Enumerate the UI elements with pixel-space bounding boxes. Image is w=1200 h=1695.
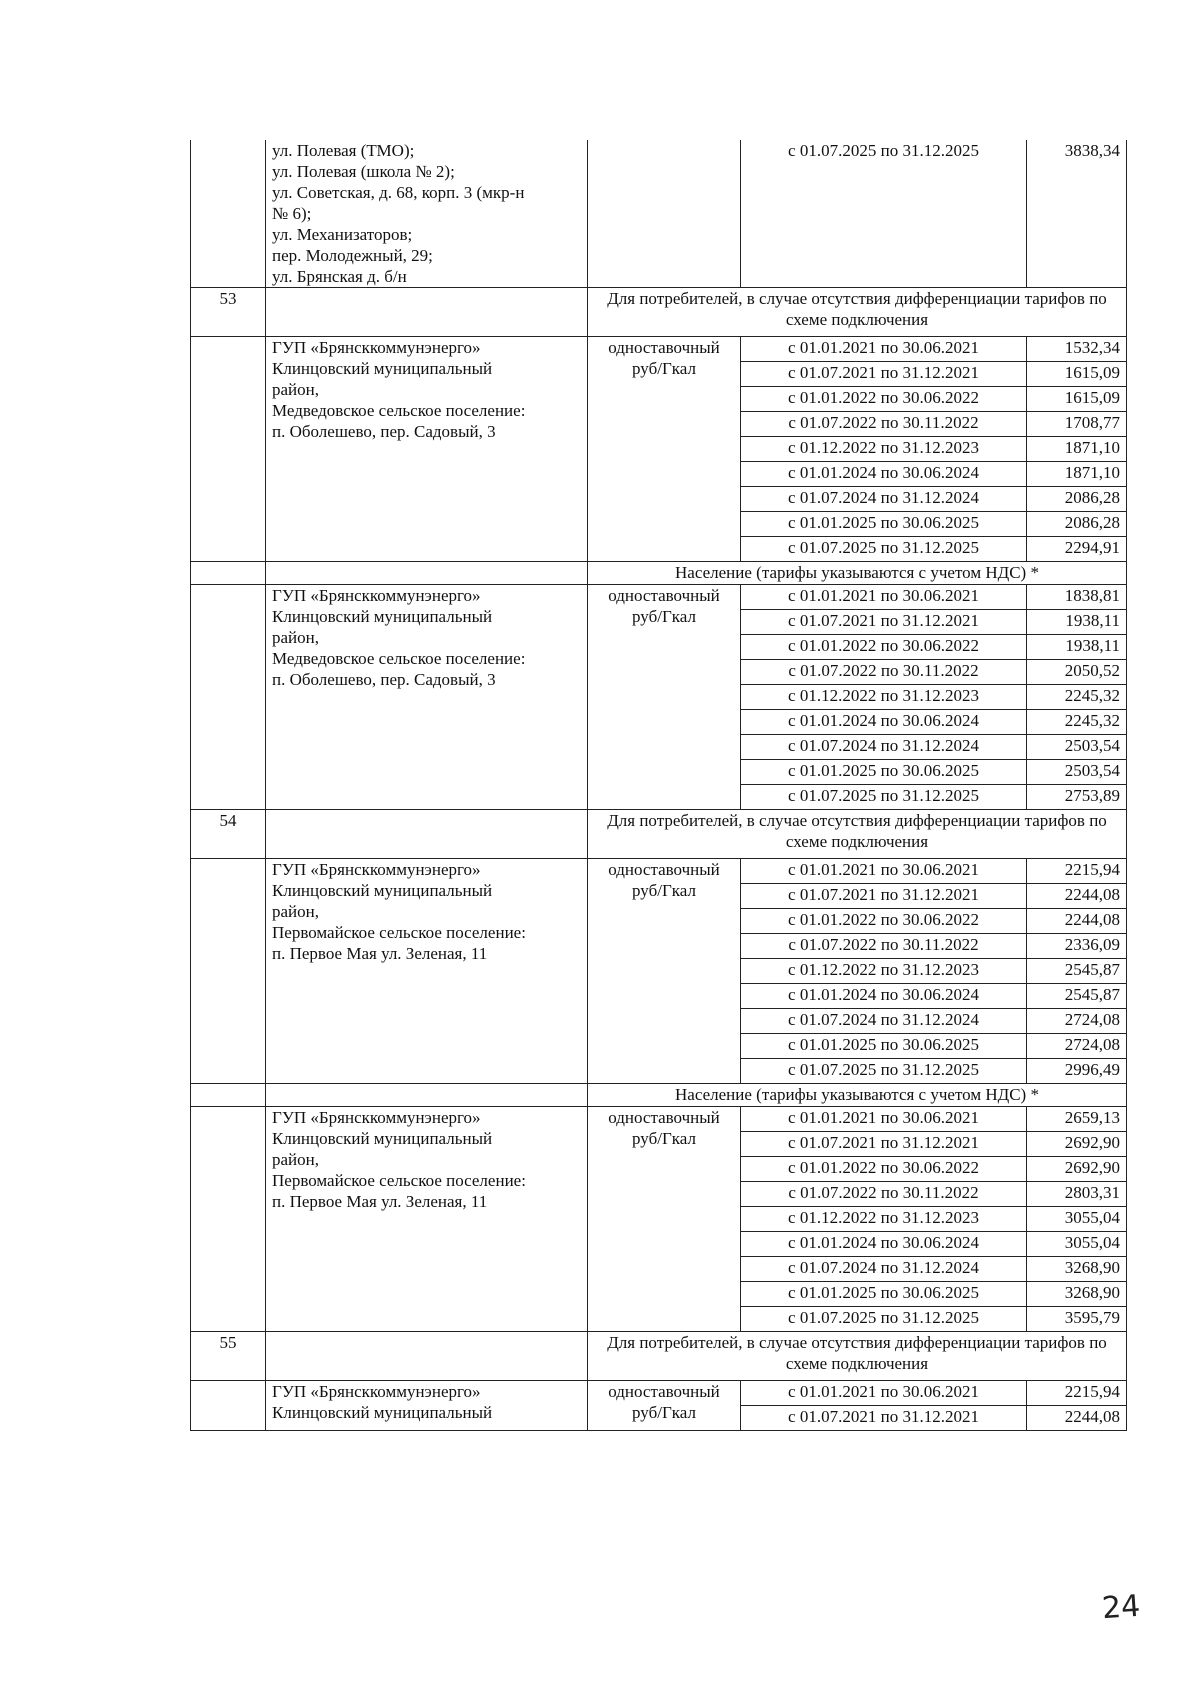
period-cell: с 01.07.2024 по 31.12.2024 [741,487,1027,512]
period-cell: с 01.07.2021 по 31.12.2021 [741,1132,1027,1157]
continuation-row [191,140,1127,288]
tariff-value-cell: 1838,81 [1027,585,1127,610]
organization-line: п. Оболешево, пер. Садовый, 3 [272,422,496,441]
organization-cell [266,1381,588,1431]
tariff-value-cell: 3268,90 [1027,1257,1127,1282]
row-number-cell [191,1084,266,1107]
period-cell: с 01.12.2022 по 31.12.2023 [741,437,1027,462]
section-header-row [191,562,1127,585]
organization-line: район, [272,1150,319,1169]
tariff-value-cell: 2503,54 [1027,735,1127,760]
period-cell: с 01.07.2024 по 31.12.2024 [741,1257,1027,1282]
organization-line: ГУП «Брянсккоммунэнерго» [272,338,481,357]
organization-cell [266,337,588,562]
period-cell: с 01.12.2022 по 31.12.2023 [741,959,1027,984]
consumer-group-header: Для потребителей, в случае отсутствия дифференциации тарифов по схеме подключения [588,1332,1127,1381]
period-cell: с 01.07.2024 по 31.12.2024 [741,735,1027,760]
tariff-value-cell: 2086,28 [1027,512,1127,537]
organization-line: п. Первое Мая ул. Зеленая, 11 [272,1192,488,1211]
organization-cell [266,585,588,810]
period-cell: с 01.07.2024 по 31.12.2024 [741,1009,1027,1034]
tariff-value-cell: 2753,89 [1027,785,1127,810]
tariff-value-cell: 2244,08 [1027,909,1127,934]
rate-type: одноставочный [608,1108,720,1127]
organization-line: Клинцовский муниципальный [272,1403,493,1422]
tariff-value-cell: 1532,34 [1027,337,1127,362]
period-cell: с 01.07.2022 по 30.11.2022 [741,412,1027,437]
tariff-value-cell: 2336,09 [1027,934,1127,959]
empty-cell [266,288,588,337]
tariff-value-cell: 1708,77 [1027,412,1127,437]
period-cell: с 01.07.2022 по 30.11.2022 [741,1182,1027,1207]
rate-type: одноставочный [608,860,720,879]
rate-type: одноставочный [608,338,720,357]
tariff-value-cell: 2659,13 [1027,1107,1127,1132]
organization-line: п. Первое Мая ул. Зеленая, 11 [272,944,488,963]
tariff-value-cell: 3055,04 [1027,1207,1127,1232]
tariff-value-cell: 1615,09 [1027,362,1127,387]
tariff-value-cell: 2803,31 [1027,1182,1127,1207]
tariff-value-cell: 2215,94 [1027,1381,1127,1406]
organization-line: район, [272,380,319,399]
tariff-value-cell: 3838,34 [1027,140,1127,288]
organization-line: Первомайское сельское поселение: [272,1171,526,1190]
row-number-cell [191,1381,266,1431]
tariff-row [191,859,1127,884]
address-line: пер. Молодежный, 29; [272,246,433,265]
tariff-value-cell: 1938,11 [1027,610,1127,635]
period-cell: с 01.07.2025 по 31.12.2025 [741,140,1027,288]
period-cell: с 01.07.2021 по 31.12.2021 [741,1406,1027,1431]
tariff-value-cell: 1871,10 [1027,437,1127,462]
period-cell: с 01.01.2025 по 30.06.2025 [741,1034,1027,1059]
consumer-group-header: Население (тарифы указываются с учетом НДС) * [588,1084,1127,1107]
period-cell: с 01.01.2022 по 30.06.2022 [741,1157,1027,1182]
row-number-cell [191,1107,266,1332]
empty-cell [266,1332,588,1381]
page-number: 24 [1100,1588,1142,1627]
period-cell: с 01.01.2021 по 30.06.2021 [741,1107,1027,1132]
row-number-cell [191,337,266,562]
period-cell: с 01.01.2022 по 30.06.2022 [741,909,1027,934]
tariff-value-cell: 2996,49 [1027,1059,1127,1084]
row-number-cell: 55 [191,1332,266,1381]
organization-line: Клинцовский муниципальный [272,881,493,900]
period-cell: с 01.01.2024 по 30.06.2024 [741,1232,1027,1257]
row-number-cell: 53 [191,288,266,337]
organization-line: район, [272,902,319,921]
period-cell: с 01.07.2025 по 31.12.2025 [741,1059,1027,1084]
rate-type: одноставочный [608,1382,720,1401]
organization-line: Первомайское сельское поселение: [272,923,526,942]
tariff-row [191,337,1127,362]
tariff-value-cell: 2692,90 [1027,1132,1127,1157]
organization-line: ГУП «Брянсккоммунэнерго» [272,1108,481,1127]
rate-type-cell [588,585,741,810]
tariff-row [191,585,1127,610]
empty-cell [266,1084,588,1107]
rate-type-cell [588,1107,741,1332]
period-cell: с 01.01.2022 по 30.06.2022 [741,387,1027,412]
consumer-group-header: Для потребителей, в случае отсутствия дифференциации тарифов по схеме подключения [588,810,1127,859]
period-cell: с 01.07.2021 по 31.12.2021 [741,884,1027,909]
tariff-value-cell: 2245,32 [1027,710,1127,735]
rate-type-cell [588,337,741,562]
tariff-value-cell: 2244,08 [1027,1406,1127,1431]
consumer-group-header: Для потребителей, в случае отсутствия дифференциации тарифов по схеме подключения [588,288,1127,337]
organization-line: Медведовское сельское поселение: [272,649,526,668]
period-cell: с 01.01.2022 по 30.06.2022 [741,635,1027,660]
section-header-row [191,1332,1127,1381]
tariff-value-cell: 2724,08 [1027,1034,1127,1059]
address-line: № 6); [272,204,312,223]
organization-line: район, [272,628,319,647]
row-number-cell [191,585,266,810]
period-cell: с 01.01.2021 по 30.06.2021 [741,859,1027,884]
period-cell: с 01.07.2022 по 30.11.2022 [741,660,1027,685]
tariff-row [191,1107,1127,1132]
tariff-value-cell: 3595,79 [1027,1307,1127,1332]
period-cell: с 01.01.2024 по 30.06.2024 [741,984,1027,1009]
period-cell: с 01.01.2021 по 30.06.2021 [741,585,1027,610]
address-cell [266,140,588,288]
period-cell: с 01.01.2025 по 30.06.2025 [741,512,1027,537]
organization-line: Медведовское сельское поселение: [272,401,526,420]
tariff-value-cell: 2545,87 [1027,984,1127,1009]
period-cell: с 01.01.2021 по 30.06.2021 [741,1381,1027,1406]
organization-line: ГУП «Брянсккоммунэнерго» [272,586,481,605]
section-header-row [191,1084,1127,1107]
row-number-cell [191,859,266,1084]
tariff-value-cell: 2724,08 [1027,1009,1127,1034]
tariff-table-body [191,140,1127,1431]
organization-line: ГУП «Брянсккоммунэнерго» [272,1382,481,1401]
tariff-value-cell: 2692,90 [1027,1157,1127,1182]
period-cell: с 01.07.2021 по 31.12.2021 [741,362,1027,387]
tariff-value-cell: 2244,08 [1027,884,1127,909]
organization-line: Клинцовский муниципальный [272,607,493,626]
period-cell: с 01.01.2025 по 30.06.2025 [741,1282,1027,1307]
period-cell: с 01.01.2021 по 30.06.2021 [741,337,1027,362]
period-cell: с 01.12.2022 по 31.12.2023 [741,685,1027,710]
period-cell: с 01.01.2024 по 30.06.2024 [741,710,1027,735]
period-cell: с 01.07.2022 по 30.11.2022 [741,934,1027,959]
period-cell: с 01.01.2025 по 30.06.2025 [741,760,1027,785]
tariff-table [190,140,1127,1431]
rate-type: одноставочный [608,586,720,605]
organization-cell [266,1107,588,1332]
row-number-cell [191,562,266,585]
section-header-row [191,288,1127,337]
address-line: ул. Полевая (ТМО); [272,141,415,160]
rate-type-cell [588,140,741,288]
address-line: ул. Советская, д. 68, корп. 3 (мкр-н [272,183,525,202]
tariff-value-cell: 1615,09 [1027,387,1127,412]
section-header-row [191,810,1127,859]
address-line: ул. Механизаторов; [272,225,413,244]
address-line: ул. Полевая (школа № 2); [272,162,455,181]
row-number-cell: 54 [191,810,266,859]
organization-line: п. Оболешево, пер. Садовый, 3 [272,670,496,689]
organization-line: Клинцовский муниципальный [272,1129,493,1148]
rate-unit: руб/Гкал [632,1403,696,1422]
period-cell: с 01.07.2025 по 31.12.2025 [741,537,1027,562]
tariff-value-cell: 2086,28 [1027,487,1127,512]
row-number-cell [191,140,266,288]
tariff-value-cell: 2215,94 [1027,859,1127,884]
tariff-value-cell: 2545,87 [1027,959,1127,984]
period-cell: с 01.12.2022 по 31.12.2023 [741,1207,1027,1232]
organization-line: ГУП «Брянсккоммунэнерго» [272,860,481,879]
empty-cell [266,810,588,859]
rate-type-cell [588,859,741,1084]
organization-cell [266,859,588,1084]
tariff-value-cell: 2245,32 [1027,685,1127,710]
rate-unit: руб/Гкал [632,1129,696,1148]
organization-line: Клинцовский муниципальный [272,359,493,378]
address-line: ул. Брянская д. б/н [272,267,407,286]
period-cell: с 01.07.2025 по 31.12.2025 [741,785,1027,810]
rate-unit: руб/Гкал [632,359,696,378]
consumer-group-header: Население (тарифы указываются с учетом НДС) * [588,562,1127,585]
tariff-value-cell: 2050,52 [1027,660,1127,685]
period-cell: с 01.07.2025 по 31.12.2025 [741,1307,1027,1332]
rate-unit: руб/Гкал [632,607,696,626]
period-cell: с 01.01.2024 по 30.06.2024 [741,462,1027,487]
tariff-value-cell: 1871,10 [1027,462,1127,487]
tariff-value-cell: 2294,91 [1027,537,1127,562]
tariff-value-cell: 3268,90 [1027,1282,1127,1307]
period-cell: с 01.07.2021 по 31.12.2021 [741,610,1027,635]
tariff-value-cell: 1938,11 [1027,635,1127,660]
rate-type-cell [588,1381,741,1431]
rate-unit: руб/Гкал [632,881,696,900]
tariff-value-cell: 2503,54 [1027,760,1127,785]
empty-cell [266,562,588,585]
tariff-value-cell: 3055,04 [1027,1232,1127,1257]
tariff-row [191,1381,1127,1406]
